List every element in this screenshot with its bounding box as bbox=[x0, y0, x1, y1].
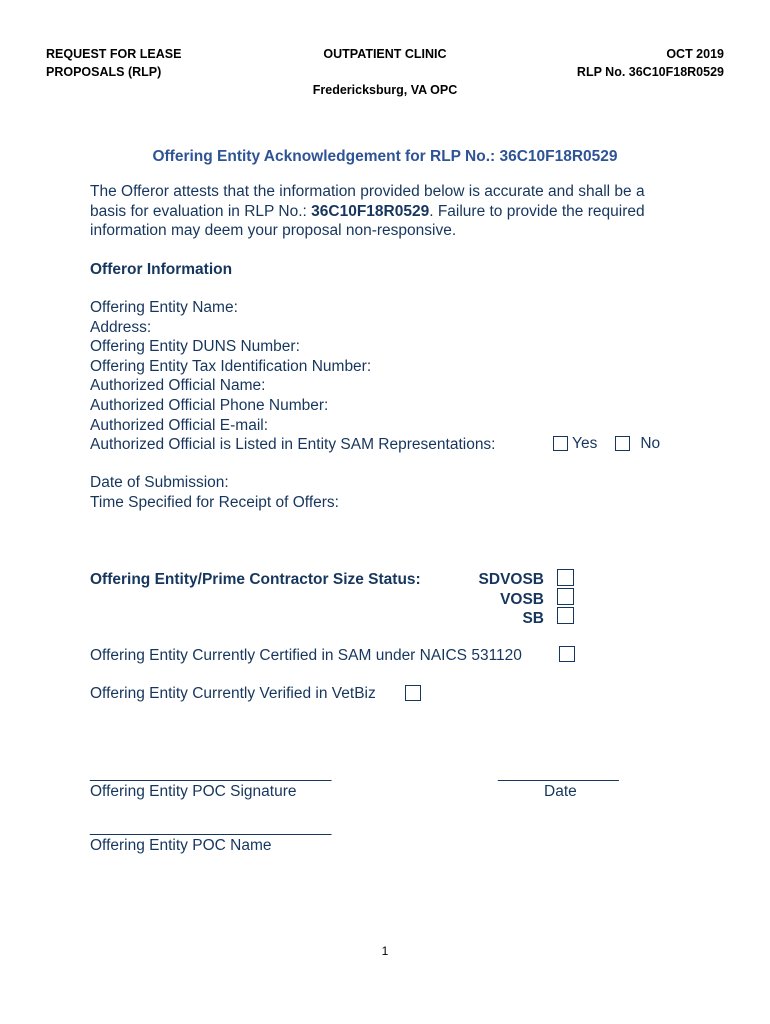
poc-name-line[interactable]: ____________________________ bbox=[90, 819, 332, 836]
field-address: Address: bbox=[90, 318, 152, 336]
page-title: Offering Entity Acknowledgement for RLP No.: 36C10F18R0529 bbox=[152, 148, 618, 165]
sam-yes-option bbox=[553, 434, 597, 454]
sam-yes-label: Yes bbox=[572, 435, 598, 452]
header-right-line2: RLP No. 36C10F18R0529 bbox=[576, 65, 724, 79]
size-status-label: Offering Entity/Prime Contractor Size Status: bbox=[90, 571, 421, 588]
field-official-name: Authorized Official Name: bbox=[90, 377, 266, 395]
sb-checkbox[interactable] bbox=[557, 607, 574, 624]
header-right-line1: OCT 2019 bbox=[666, 47, 724, 61]
sdvosb-checkbox[interactable] bbox=[557, 569, 574, 586]
page-number: 1 bbox=[381, 944, 389, 958]
size-option-sdvosb: SDVOSB bbox=[478, 571, 544, 588]
offeror-fields bbox=[90, 298, 496, 455]
sam-no-option bbox=[615, 434, 660, 454]
poc-signature-label: Offering Entity POC Signature bbox=[90, 783, 297, 800]
field-duns: Offering Entity DUNS Number: bbox=[90, 338, 300, 356]
header-center bbox=[270, 45, 500, 99]
size-option-sb: SB bbox=[522, 610, 544, 628]
offeror-info-heading: Offeror Information bbox=[90, 261, 233, 278]
poc-signature-line[interactable]: ____________________________ bbox=[90, 765, 332, 782]
date-label: Date bbox=[544, 783, 577, 800]
size-status-options bbox=[440, 570, 544, 629]
header-center-line2: Fredericksburg, VA OPC bbox=[312, 83, 458, 97]
size-option-vosb: VOSB bbox=[500, 590, 544, 608]
header-center-line1: OUTPATIENT CLINIC bbox=[323, 47, 447, 61]
intro-paragraph bbox=[90, 182, 730, 241]
vosb-checkbox[interactable] bbox=[557, 588, 574, 605]
field-sam-listed: Authorized Official is Listed in Entity SAM Representations: bbox=[90, 436, 496, 454]
header-right bbox=[577, 45, 724, 81]
field-date-submission: Date of Submission: bbox=[90, 474, 229, 491]
intro-rlp-number: 36C10F18R0529 bbox=[311, 202, 430, 220]
header-left-line1: REQUEST FOR LEASE bbox=[46, 47, 182, 61]
poc-name-label: Offering Entity POC Name bbox=[90, 837, 272, 854]
intro-line2 bbox=[90, 202, 730, 222]
sam-yes-checkbox[interactable] bbox=[553, 436, 568, 451]
intro-line2-text: basis for evaluation in RLP No.: bbox=[90, 202, 312, 220]
header-left-line2: PROPOSALS (RLP) bbox=[46, 65, 162, 79]
field-official-phone: Authorized Official Phone Number: bbox=[90, 396, 329, 414]
intro-line1: The Offeror attests that the information provided below is accurate and shall be a bbox=[90, 183, 645, 200]
sam-no-label: No bbox=[640, 435, 661, 452]
header-left bbox=[46, 45, 181, 81]
sam-no-checkbox[interactable] bbox=[615, 436, 630, 451]
intro-line2-rest: . Failure to provide the required bbox=[429, 202, 645, 220]
submission-fields bbox=[90, 473, 339, 512]
naics-label: Offering Entity Currently Certified in SAM under NAICS 531120 bbox=[90, 647, 522, 664]
field-entity-name: Offering Entity Name: bbox=[90, 299, 238, 316]
field-time-receipt: Time Specified for Receipt of Offers: bbox=[90, 493, 339, 511]
intro-line3: information may deem your proposal non-responsive. bbox=[90, 222, 457, 240]
naics-checkbox[interactable] bbox=[559, 646, 575, 662]
field-official-email: Authorized Official E-mail: bbox=[90, 416, 269, 434]
date-line[interactable]: ______________ bbox=[498, 765, 619, 782]
vetbiz-checkbox[interactable] bbox=[405, 685, 421, 701]
vetbiz-label: Offering Entity Currently Verified in VetBiz bbox=[90, 685, 376, 702]
field-tax-id: Offering Entity Tax Identification Number: bbox=[90, 357, 372, 375]
